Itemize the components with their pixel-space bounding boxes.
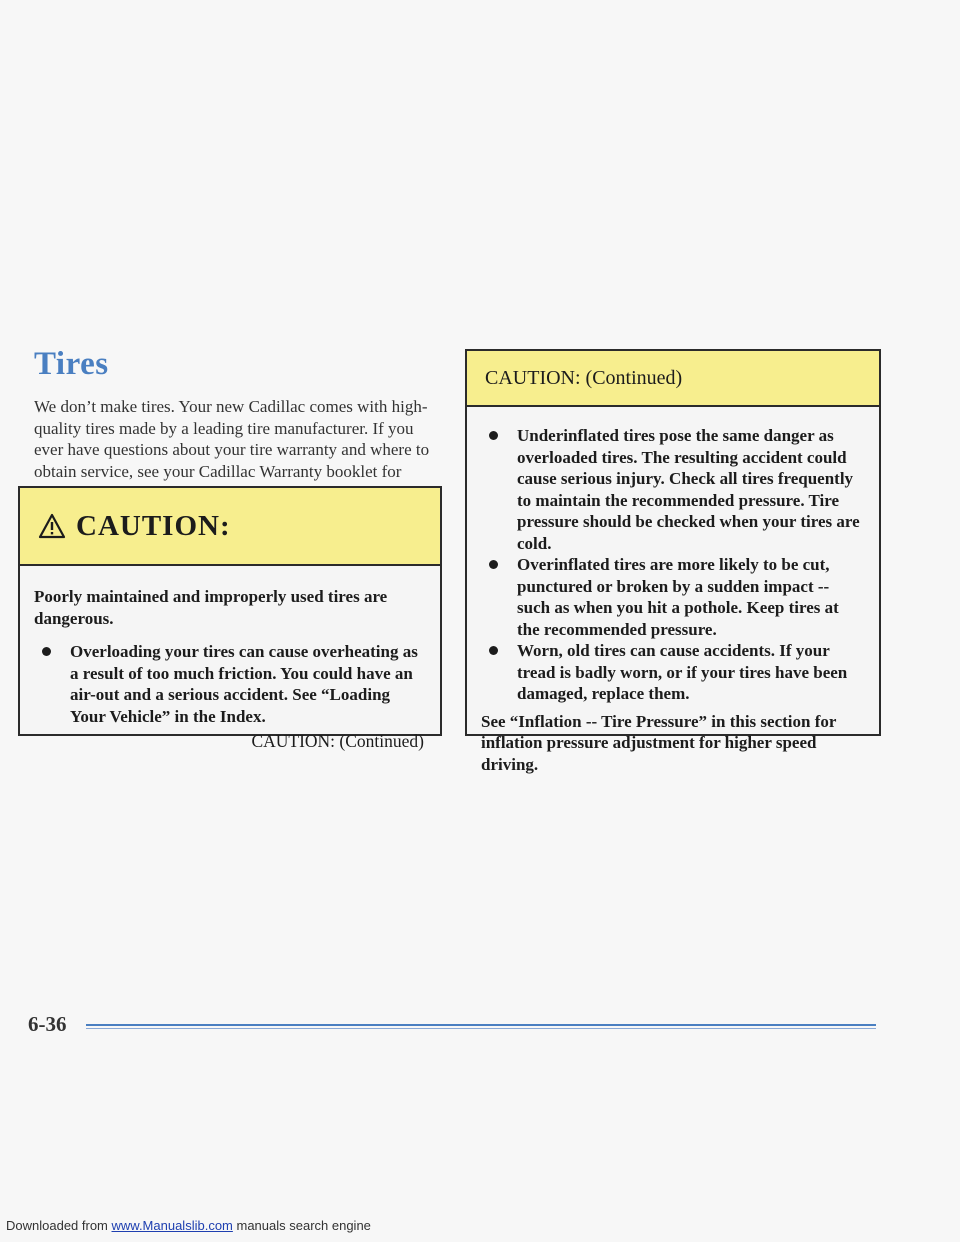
caution-continued-banner (467, 351, 879, 407)
bullet-text: Worn, old tires can cause accidents. If your tread is badly worn, or if your tires have been damaged, replace them. (517, 641, 848, 703)
caution-lead: Poorly maintained and improperly used tires are dangerous. (34, 587, 388, 628)
bullet-dot-icon (489, 560, 498, 569)
caution-banner (20, 488, 440, 566)
bullet-text: Overinflated tires are more likely to be cut, punctured or broken by a sudden impact -- such as when you hit a pothole. Keep tires at the recommended pressure. (517, 555, 839, 639)
bullet-text: Underinflated tires pose the same danger as overloaded tires. The resulting accident could cause serious injury. Check all tires frequently to maintain the recommended pressure. Tire pressure should be checked when your tires are cold. (517, 426, 860, 553)
caution-continued-heading: CAUTION: (Continued) (485, 366, 683, 389)
bullet-dot-icon (42, 647, 51, 656)
list-item (481, 640, 865, 705)
download-footer-prefix: Downloaded from (6, 1218, 112, 1233)
caution-continued-label: CAUTION: (Continued) (251, 731, 424, 751)
intro-paragraph: We don’t make tires. Your new Cadillac comes with high-quality tires made by a leading tire manufacturer. If you ever have questions about your tire warranty and where to obtain service, see your Cadillac Warranty booklet for (34, 397, 430, 481)
bullet-text: Overloading your tires can cause overheating as a result of too much friction. You could have an air-out and a serious accident. See “Loading Your Vehicle” in the Index. (70, 642, 418, 726)
caution-box-left (18, 486, 442, 751)
page-rule-secondary (86, 1028, 876, 1029)
section-title: Tires (34, 346, 109, 382)
list-item (481, 425, 865, 554)
caution-footer-text: See “Inflation -- Tire Pressure” in this section for inflation pressure adjustment for higher speed driving. (481, 711, 837, 774)
warning-triangle-icon (38, 513, 66, 539)
bullet-dot-icon (489, 646, 498, 655)
caution-box-right (465, 349, 881, 774)
caution-heading: CAUTION: (76, 509, 231, 542)
caution-bullet-list (34, 641, 426, 727)
download-footer-suffix: manuals search engine (232, 1218, 371, 1233)
page-rule (86, 1024, 876, 1026)
bullet-dot-icon (489, 431, 498, 440)
download-footer (6, 1218, 371, 1233)
manualslib-link[interactable]: www.Manualslib.com (111, 1218, 233, 1233)
list-item (34, 641, 426, 727)
caution-bullet-list (481, 425, 865, 705)
page-number: 6-36 (28, 1012, 67, 1036)
list-item (481, 554, 865, 640)
